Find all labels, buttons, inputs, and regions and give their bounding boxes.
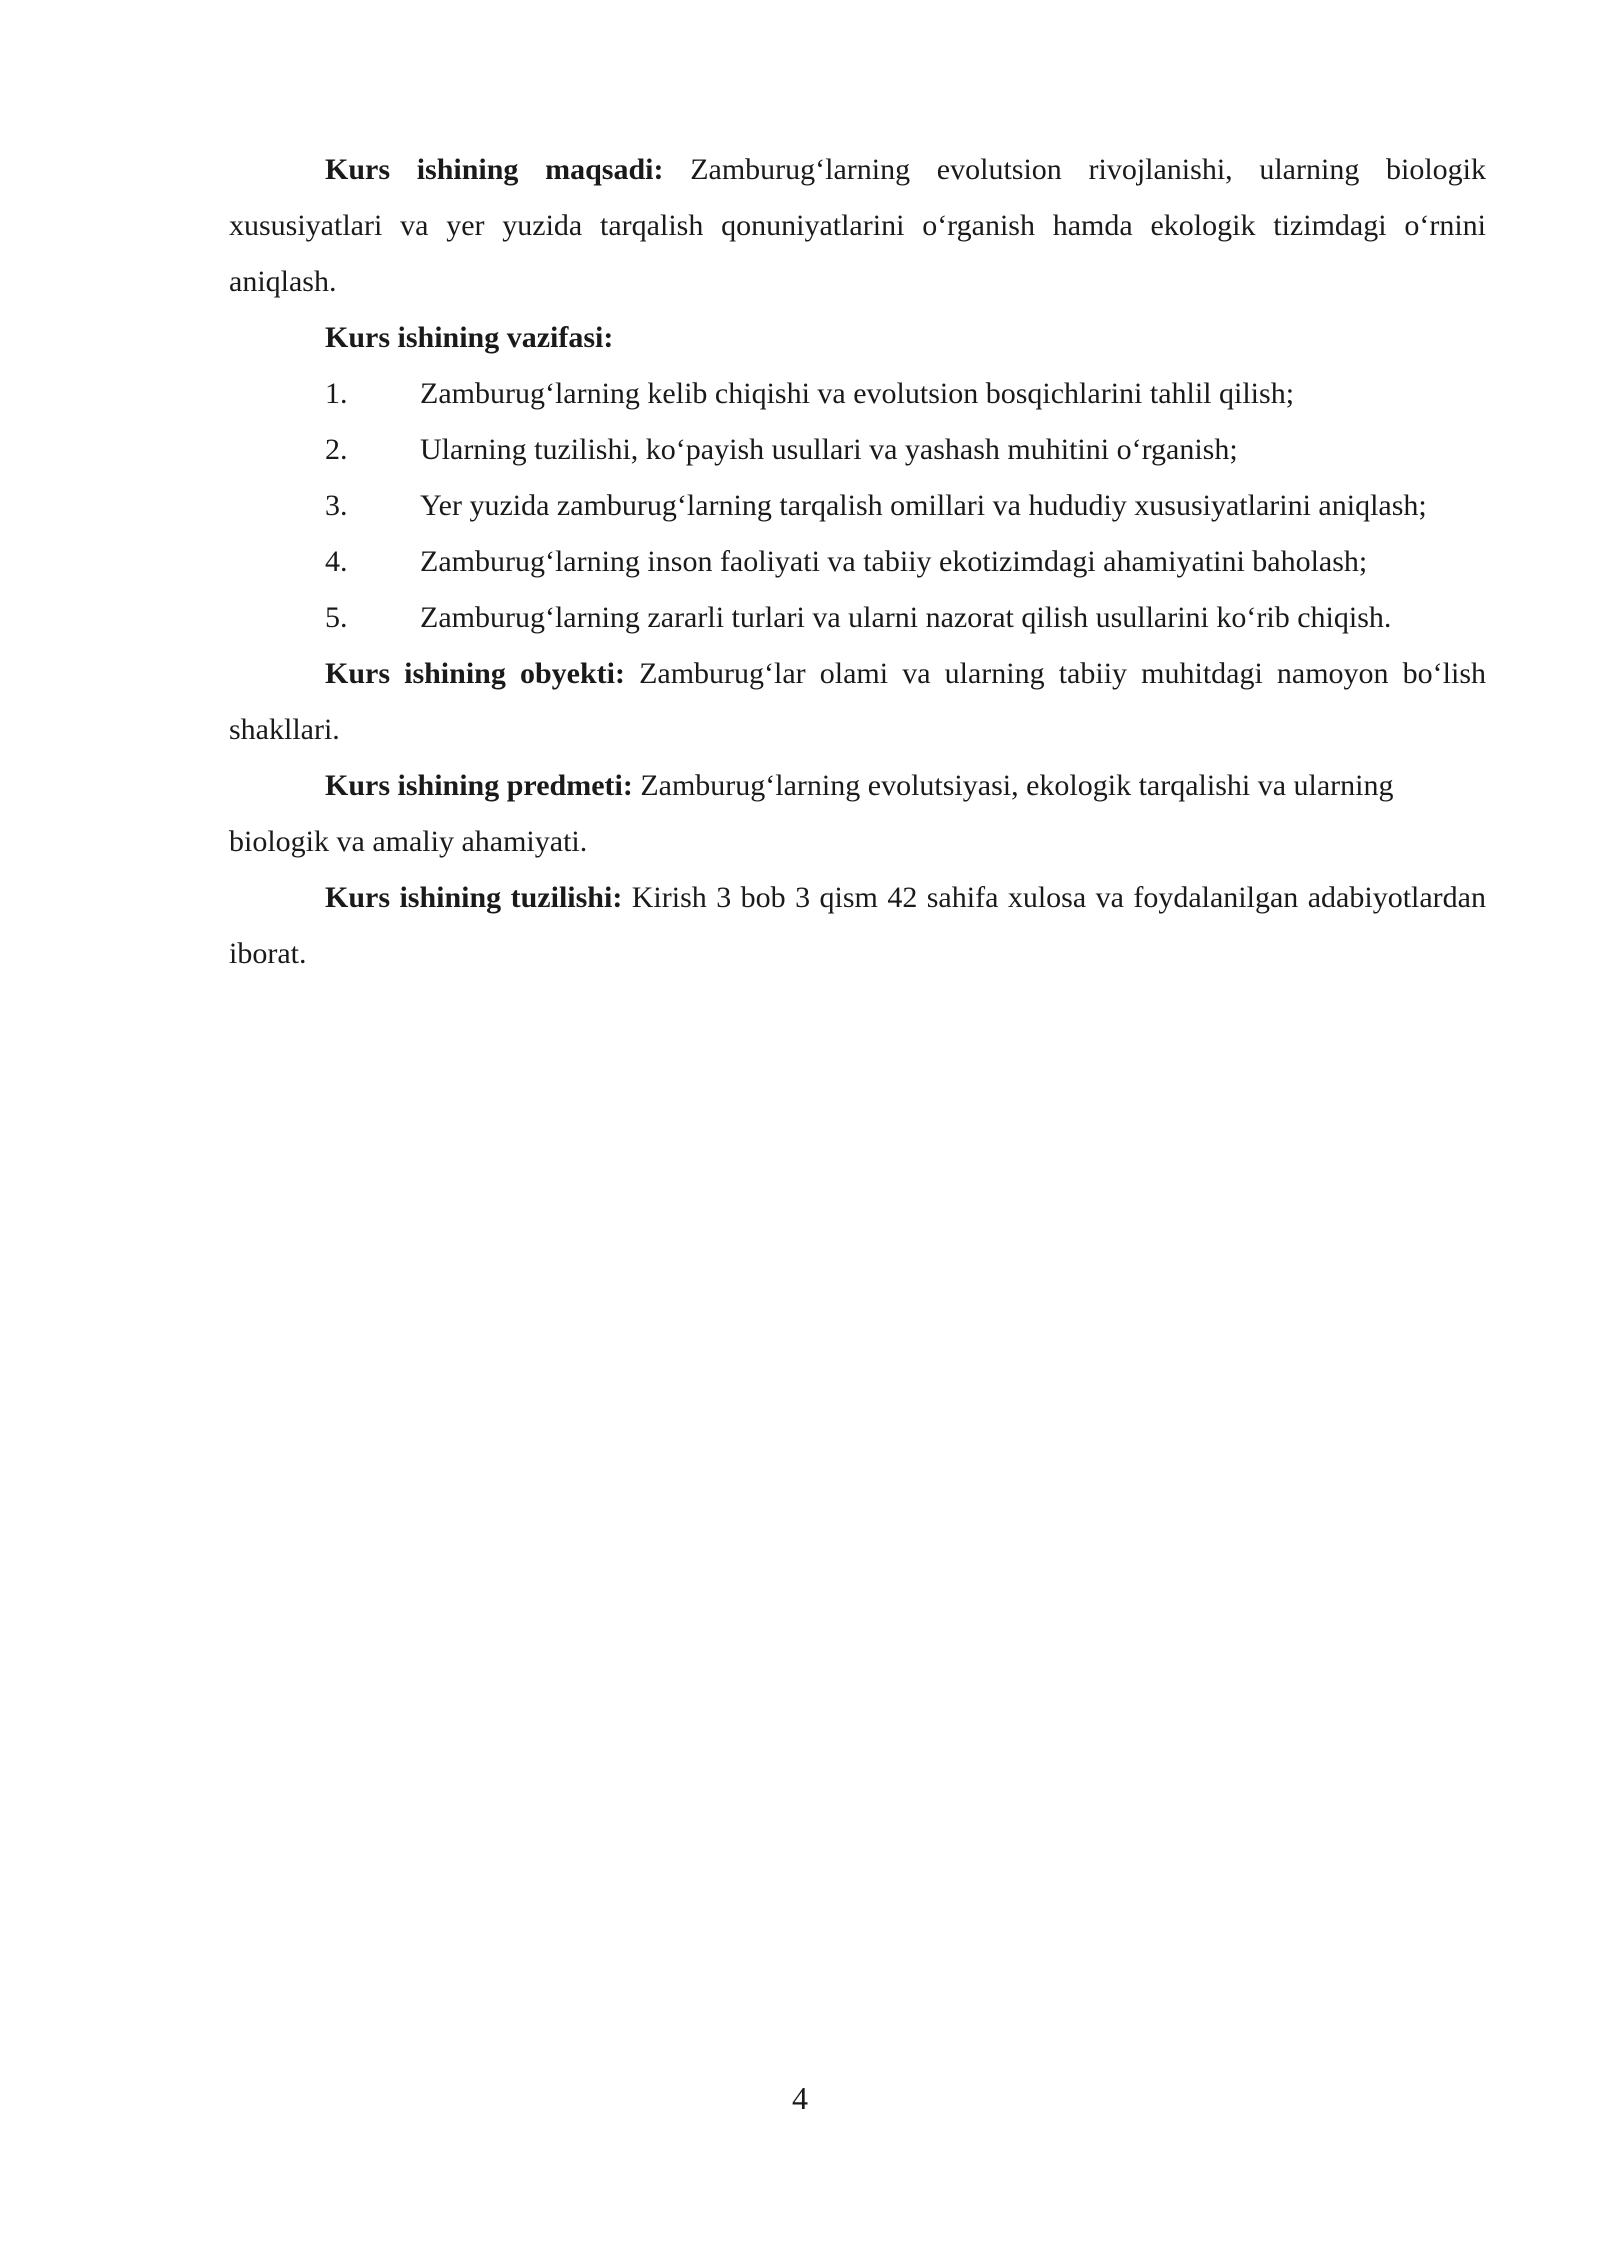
goal-paragraph (229, 142, 1486, 310)
list-item (229, 534, 1486, 590)
page-number: 4 (792, 2080, 808, 2116)
structure-text: Kirish 3 bob 3 qism 42 sahifa xulosa va foydalanilgan adabiyotlardan iborat. (229, 881, 1486, 970)
list-item-number: 5. (325, 601, 348, 634)
subject-text: Zamburug‘larning evolutsiyasi, ekologik tarqalishi va ularning biologik va amaliy ahamiyati. (229, 769, 1394, 858)
document-body (229, 142, 1486, 982)
list-item (229, 366, 1486, 422)
list-item-text: Zamburug‘larning zararli turlari va ularni nazorat qilish usullarini ko‘rib chiqish. (420, 601, 1392, 634)
tasks-label: Kurs ishining vazifasi: (325, 321, 614, 354)
list-item-text: Zamburug‘larning inson faoliyati va tabiiy ekotizimdagi ahamiyatini baholash; (420, 545, 1368, 578)
list-item (229, 478, 1486, 534)
structure-paragraph (229, 870, 1486, 982)
list-item (229, 590, 1486, 646)
goal-label: Kurs ishining maqsadi: (325, 153, 664, 186)
list-item-number: 3. (325, 489, 348, 522)
list-item-text: Ularning tuzilishi, ko‘payish usullari va yashash muhitini o‘rganish; (420, 433, 1238, 466)
list-item-number: 1. (325, 377, 348, 410)
structure-label: Kurs ishining tuzilishi: (325, 881, 623, 914)
object-label: Kurs ishining obyekti: (325, 657, 625, 690)
subject-label: Kurs ishining predmeti: (325, 769, 633, 802)
object-paragraph (229, 646, 1486, 758)
list-item-number: 2. (325, 433, 348, 466)
object-text: Zamburug‘lar olami va ularning tabiiy muhitdagi namoyon bo‘lish shakllari. (229, 657, 1487, 746)
goal-text: Zamburug‘larning evolutsion rivojlanishi, ularning biologik xususiyatlari va yer yuzida tarqalish qonuniyatlarini o‘rganish hamda ekologik tizimdagi o‘rnini aniqlash. (229, 153, 1487, 298)
list-item-number: 4. (325, 545, 348, 578)
list-item (229, 422, 1486, 478)
list-item-text: Yer yuzida zamburug‘larning tarqalish omillari va hududiy xususiyatlarini aniqlash; (420, 489, 1427, 522)
tasks-heading (229, 310, 1486, 366)
subject-paragraph (229, 758, 1486, 870)
list-item-text: Zamburug‘larning kelib chiqishi va evolutsion bosqichlarini tahlil qilish; (420, 377, 1295, 410)
